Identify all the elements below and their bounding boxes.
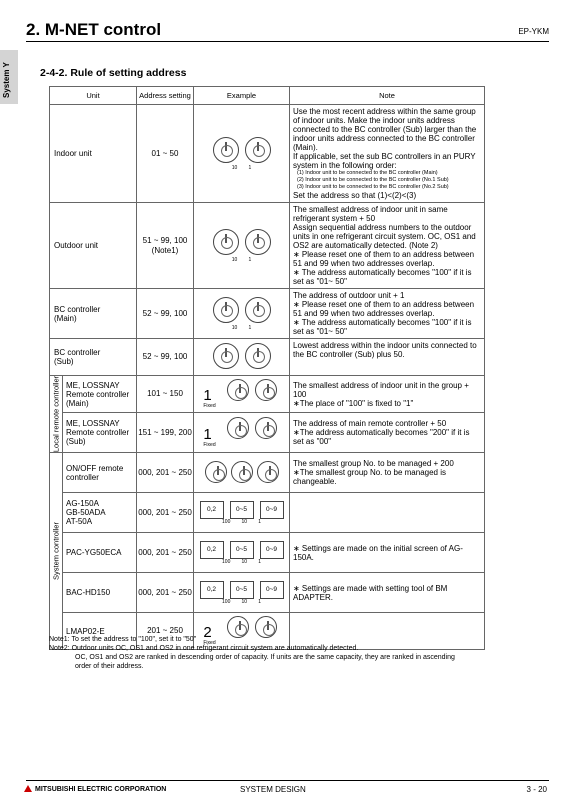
example-cell: 1 Fixed [194, 413, 290, 453]
unit-cell: Indoor unit [50, 105, 137, 203]
rotary-switch-icon [231, 461, 253, 483]
digit-box: 0~5 [230, 501, 254, 519]
address-cell: 01 ~ 50 [137, 105, 194, 203]
fixed-digit: 2 [203, 624, 212, 642]
example-cell: 10 1 [194, 289, 290, 339]
note-cell: ∗ Settings are made on the initial screen of AG-150A. [290, 533, 485, 573]
address-cell: 000, 201 ~ 250 [137, 533, 194, 573]
group-system-controller: System controller [50, 453, 63, 650]
example-cell: 10 1 [194, 203, 290, 289]
col-unit: Unit [50, 87, 137, 105]
rotary-switch-icon [245, 229, 271, 255]
switch-labels: 10 1 [231, 164, 252, 171]
address-cell: 201 ~ 250 [137, 613, 194, 650]
note-cell: Lowest address within the indoor units connected to the BC controller (Sub) plus 50. [290, 339, 485, 376]
example-cell: 0,2 0~5 0~9 100 10 1 [194, 493, 290, 533]
rotary-switch-icon [213, 229, 239, 255]
example-cell [194, 453, 290, 493]
unit-cell: BC controller (Sub) [50, 339, 137, 376]
digit-box: 0~9 [260, 581, 284, 599]
unit-cell: AG-150A GB-50ADA AT-50A [63, 493, 137, 533]
digit-box: 0~5 [230, 581, 254, 599]
footer-section: SYSTEM DESIGN [240, 785, 306, 794]
example-cell: 0,2 0~5 0~9 100 10 1 [194, 533, 290, 573]
note-cell: The smallest address of indoor unit in the group + 100 ∗The place of "100" is fixed to "1" [290, 376, 485, 413]
table-row [50, 413, 485, 453]
unit-cell: BC controller (Main) [50, 289, 137, 339]
table-row [50, 203, 485, 289]
note-cell [290, 493, 485, 533]
digit-box: 0~9 [260, 541, 284, 559]
example-cell: 2 Fixed [194, 613, 290, 650]
rotary-switch-icon [227, 417, 249, 439]
digit-box: 0,2 [200, 581, 224, 599]
unit-cell: BAC-HD150 [63, 573, 137, 613]
example-cell: 0,2 0~5 0~9 100 10 1 [194, 573, 290, 613]
digit-box: 0,2 [200, 501, 224, 519]
table-row [50, 493, 485, 533]
rotary-switch-icon [245, 297, 271, 323]
table-row [50, 453, 485, 493]
table-row [50, 376, 485, 413]
footnote: order of their address. [75, 663, 144, 670]
note-cell: The address of main remote controller + 50 ∗The address automatically becomes "200" if it is set as "00" [290, 413, 485, 453]
address-cell: 52 ~ 99, 100 [137, 339, 194, 376]
footnotes [49, 635, 519, 671]
unit-cell: ME, LOSSNAY Remote controller (Sub) [63, 413, 137, 453]
digit-box: 0~5 [230, 541, 254, 559]
example-cell [194, 105, 290, 203]
rotary-switch-icon [213, 297, 239, 323]
address-cell: 101 ~ 150 [137, 376, 194, 413]
rotary-switch-icon [227, 379, 249, 401]
col-example: Example [194, 87, 290, 105]
unit-cell: Outdoor unit [50, 203, 137, 289]
fixed-digit: 1 [203, 425, 212, 443]
rotary-switch-icon [255, 379, 277, 401]
digit-box: 0~9 [260, 501, 284, 519]
address-cell: 000, 201 ~ 250 [137, 573, 194, 613]
note-cell: The smallest address of indoor unit in same refrigerant system + 50 Assign sequential address numbers to the outdoor units in one refrigerant circuit system. OC, OS1 and OS2 are automatically detected. (Note 2) ∗ Please reset one of them to an address between 51 and 99 when two addresses overlap. ∗ The address automatically becomes "100" if it is set as "01~ 50" [290, 203, 485, 289]
digit-box: 0,2 [200, 541, 224, 559]
mitsubishi-logo-icon [24, 785, 32, 792]
address-cell: 51 ~ 99, 100 (Note1) [137, 203, 194, 289]
note-cell: The smallest group No. to be managed + 200 ∗The smallest group No. to be managed is changeable. [290, 453, 485, 493]
address-rule-table [49, 86, 485, 650]
document-code: EP-YKM [518, 27, 549, 36]
address-cell: 151 ~ 199, 200 [137, 413, 194, 453]
table-row [50, 573, 485, 613]
address-cell: 000, 201 ~ 250 [137, 493, 194, 533]
rotary-switch-icon [255, 417, 277, 439]
unit-cell: ME, LOSSNAY Remote controller (Main) [63, 376, 137, 413]
table-header-row [50, 87, 485, 105]
rotary-switch-icon [245, 343, 271, 369]
col-note: Note [290, 87, 485, 105]
fixed-digit: 1 [203, 387, 212, 405]
rotary-switch-icon [213, 137, 239, 163]
page-number: 3 - 20 [526, 785, 547, 794]
address-cell: 000, 201 ~ 250 [137, 453, 194, 493]
address-cell: 52 ~ 99, 100 [137, 289, 194, 339]
example-cell [194, 339, 290, 376]
rotary-switch-icon [213, 343, 239, 369]
side-tab-label: System Y [2, 62, 11, 98]
footnote: Note2: Outdoor units OC, OS1 and OS2 in one refrigerant circuit system are automatically detected. [49, 645, 359, 652]
page-title: 2. M-NET control [26, 20, 162, 39]
table-row [50, 533, 485, 573]
footnote: Note1: To set the address to "100", set it to "50" [49, 636, 197, 643]
footnote: OC, OS1 and OS2 are ranked in descending order of capacity. If units are the same capacity, they are ranked in ascending [75, 654, 455, 661]
col-address: Address setting [137, 87, 194, 105]
rotary-switch-icon [257, 461, 279, 483]
section-title: 2-4-2. Rule of setting address [40, 67, 187, 79]
note-cell: The address of outdoor unit + 1 ∗ Please reset one of them to an address between 51 and 99 when two addresses overlap. ∗ The address automatically becomes "100" if it is set as "01~ 50" [290, 289, 485, 339]
side-tab [0, 50, 18, 104]
rotary-switch-icon [245, 137, 271, 163]
unit-cell: LMAP02-E [63, 613, 137, 650]
unit-cell: PAC-YG50ECA [63, 533, 137, 573]
footer-rule [26, 780, 549, 781]
table-row [50, 289, 485, 339]
unit-cell: ON/OFF remote controller [63, 453, 137, 493]
group-local-remote: Local remote controller [51, 375, 61, 453]
rotary-switch-icon [205, 461, 227, 483]
note-cell: Use the most recent address within the same group of indoor units. Make the indoor units address connected to the BC controller (Sub) larger than the indoor units address connected to the BC controller (Main). If applicable, set the sub BC controllers in an PURY system in the following order: (1) Indoor unit to be connected to the BC controller (Main) (2) Indoor unit to be connected to the BC controller (No.1 Sub) (3) Indoor unit to be connected to the BC controller (No.2 Sub) Set the address so that (1)<(2)<(3) [290, 105, 485, 203]
example-cell: 1 Fixed [194, 376, 290, 413]
note-cell: ∗ Settings are made with setting tool of BM ADAPTER. [290, 573, 485, 613]
table-row [50, 105, 485, 203]
company-logo: MITSUBISHI ELECTRIC CORPORATION [24, 785, 166, 793]
table-row [50, 339, 485, 376]
header-rule [26, 41, 549, 42]
